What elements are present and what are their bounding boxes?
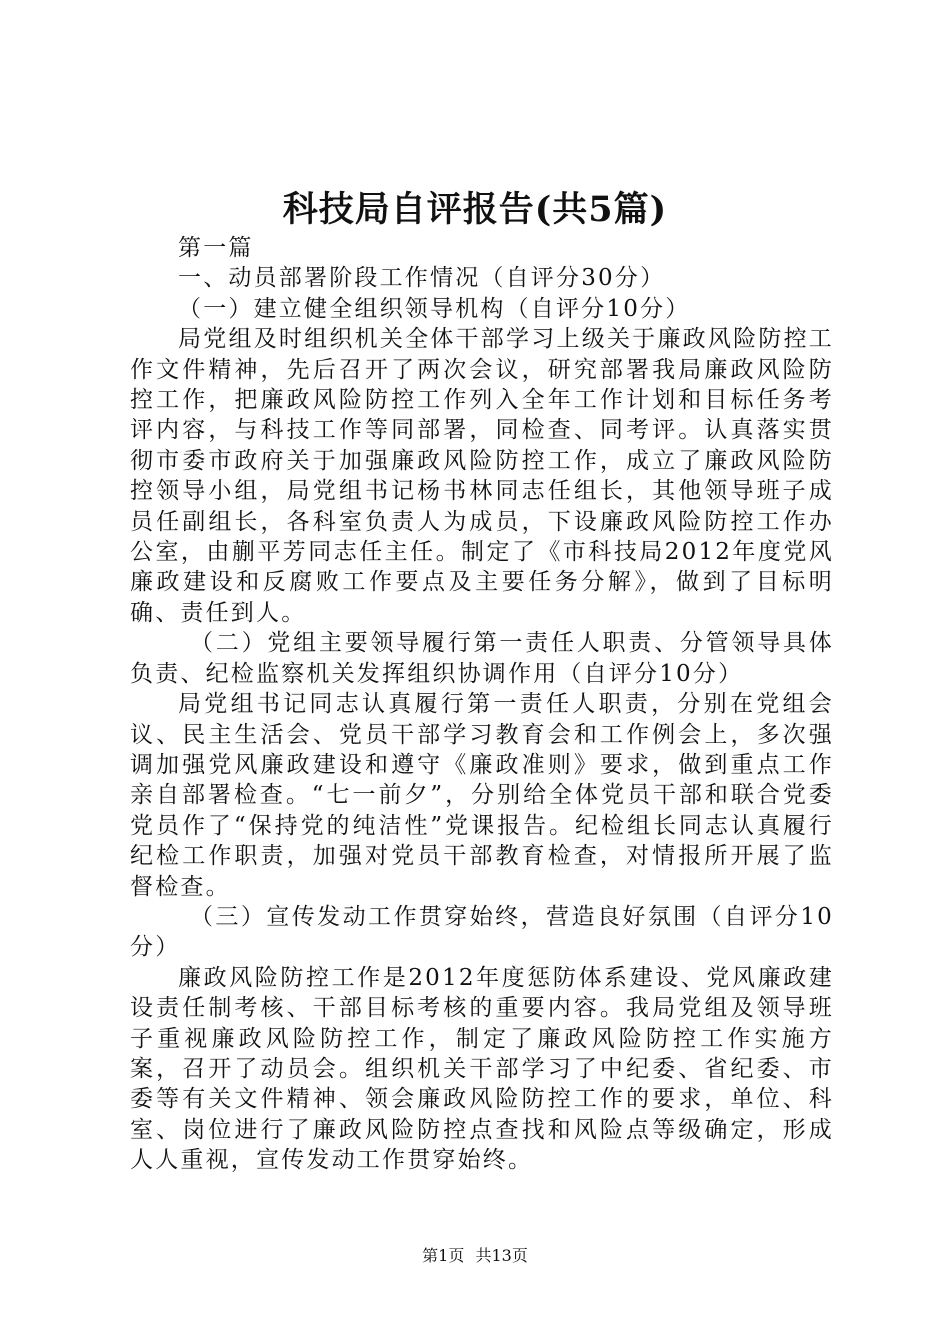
body-paragraph: 局党组书记同志认真履行第一责任人职责，分别在党组会议、民主生活会、党员干部学习教育会和工作例会上，多次强调加强党风廉政建设和遵守《廉政准则》要求，做到重点工作亲自部署检查。“七一前夕”，分别给全体党员干部和联合党委党员作了“保持党的纯洁性”党课报告。纪检组长同志认真履行纪检工作职责，加强对党员干部教育检查，对情报所开展了监督检查。 (130, 691, 834, 900)
body-paragraph: 廉政风险防控工作是2012年度惩防体系建设、党风廉政建设责任制考核、干部目标考核的重要内容。我局党组及领导班子重视廉政风险防控工作，制定了廉政风险防控工作实施方案，召开了动员会。组织机关干部学习了中纪委、省纪委、市委等有关文件精神、领会廉政风险防控工作的要求，单位、科室、岗位进行了廉政风险防控点查找和风险点等级确定，形成人人重视，宣传发动工作贯穿始终。 (130, 964, 834, 1174)
heading-level-1: 一、动员部署阶段工作情况（自评分30分） (178, 265, 666, 292)
section-label: 第一篇 (178, 235, 254, 261)
body-paragraph: 局党组及时组织机关全体干部学习上级关于廉政风险防控工作文件精神，先后召开了两次会议，研究部署我局廉政风险防控工作，把廉政风险防控工作列入全年工作计划和目标任务考评内容，与科技工作等同部署，同检查、同考评。认真落实贯彻市委市政府关于加强廉政风险防控工作，成立了廉政风险防控领导小组，局党组书记杨书林同志任组长，其他领导班子成员任副组长，各科室负责人为成员，下设廉政风险防控工作办公室，由蒯平芳同志任主任。制定了《市科技局2012年度党风廉政建设和反腐败工作要点及主要任务分解》，做到了目标明确、责任到人。 (130, 326, 834, 626)
page-number: 第1页 (422, 1246, 465, 1265)
heading-level-2: （三）宣传发动工作贯穿始终，营造良好氛围（自评分10分） (130, 903, 834, 961)
heading-level-2: （二）党组主要领导履行第一责任人职责、分管领导具体负责、纪检监察机关发挥组织协调作用（自评分10分） (130, 630, 834, 687)
heading-level-2: （一）建立健全组织领导机构（自评分10分） (178, 295, 691, 322)
document-title: 科技局自评报告(共5篇) (282, 189, 668, 230)
document-body (130, 233, 834, 1176)
page-total: 共13页 (475, 1246, 528, 1265)
page-footer (0, 1245, 950, 1267)
